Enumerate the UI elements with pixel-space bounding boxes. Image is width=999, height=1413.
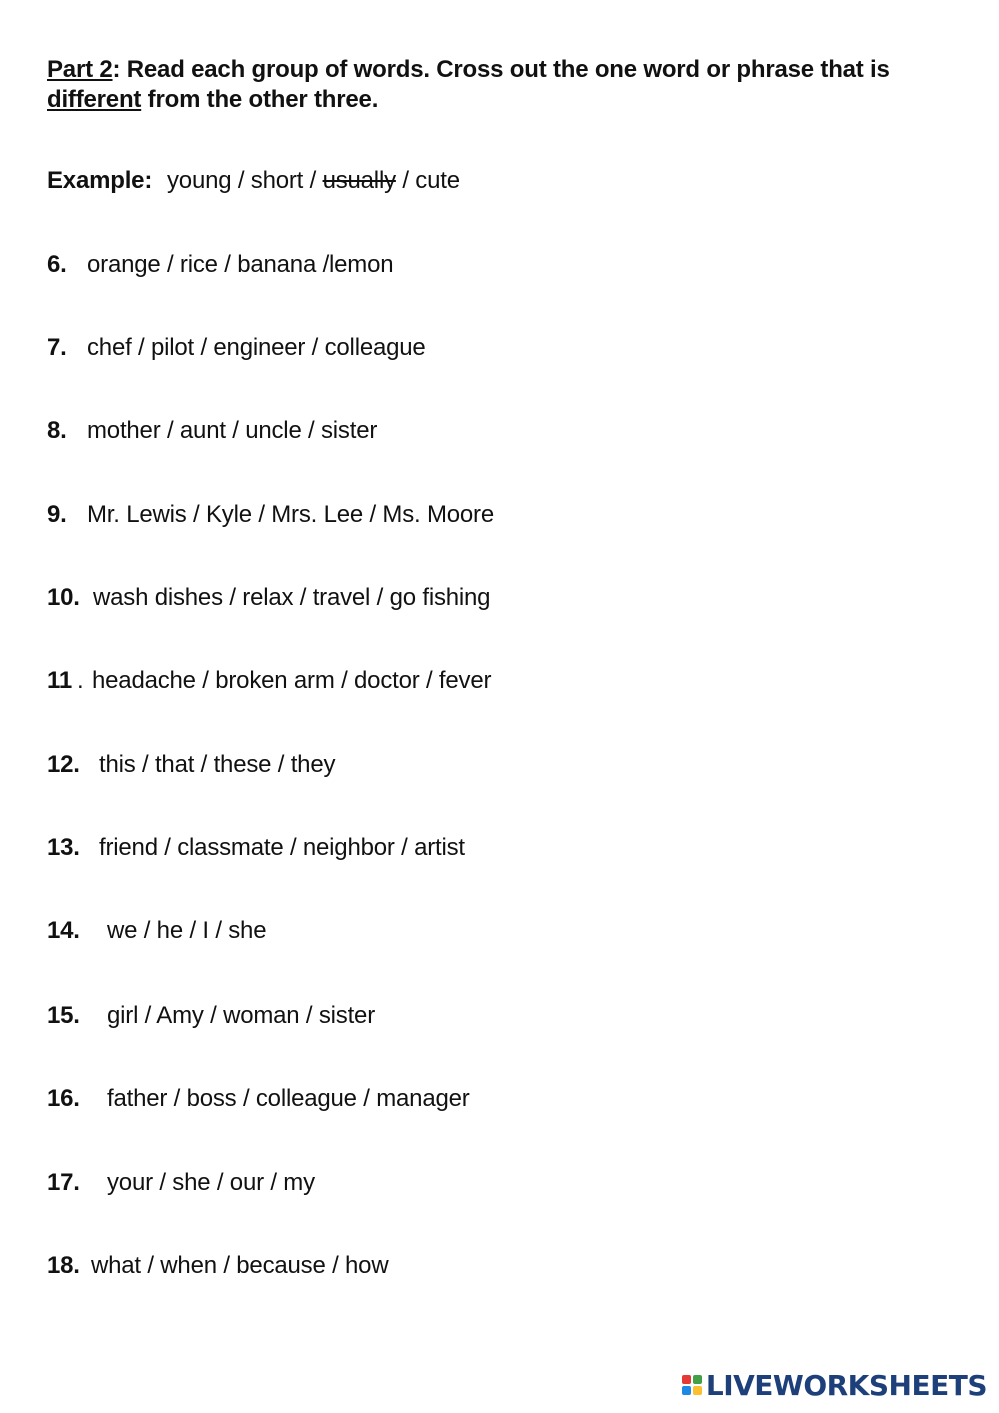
item-number: 13. (47, 834, 80, 861)
example-label: Example: (47, 167, 153, 194)
example-before: young / short / (167, 167, 323, 194)
instructions-different: different (47, 86, 142, 113)
list-item (47, 750, 335, 780)
item-number: 10. (47, 584, 80, 611)
list-item (47, 1001, 375, 1031)
example-row (47, 166, 460, 196)
logo-square-blue (682, 1386, 691, 1395)
list-item (47, 916, 266, 946)
item-words[interactable]: headache / broken arm / doctor / fever (92, 667, 492, 694)
list-item (47, 500, 494, 530)
liveworksheets-logo (682, 1369, 987, 1401)
item-words[interactable]: mother / aunt / uncle / sister (87, 417, 378, 444)
instructions-text: : Read each group of words. Cross out the one word or phrase that is (112, 56, 890, 83)
item-words[interactable]: girl / Amy / woman / sister (107, 1002, 375, 1029)
item-number: 6. (47, 251, 67, 278)
instructions (47, 55, 947, 115)
liveworksheets-logo-icon (682, 1375, 702, 1395)
logo-square-red (682, 1375, 691, 1384)
part-label: Part 2 (47, 56, 113, 83)
item-words[interactable]: wash dishes / relax / travel / go fishing (93, 584, 491, 611)
list-item (47, 666, 491, 696)
logo-text: LIVEWORKSHEETS (705, 1368, 987, 1402)
list-item (47, 250, 393, 280)
list-item (47, 583, 490, 613)
logo-square-green (693, 1375, 702, 1384)
list-item (47, 1251, 388, 1281)
list-item (47, 833, 465, 863)
list-item (47, 1084, 470, 1114)
item-number: 12. (47, 751, 80, 778)
list-item (47, 1168, 315, 1198)
item-words[interactable]: Mr. Lewis / Kyle / Mrs. Lee / Ms. Moore (87, 501, 494, 528)
item-number: 16. (47, 1085, 80, 1112)
item-words[interactable]: we / he / I / she (107, 917, 267, 944)
item-number: 8. (47, 417, 67, 444)
item-words[interactable]: chef / pilot / engineer / colleague (87, 334, 426, 361)
item-words[interactable]: your / she / our / my (107, 1169, 315, 1196)
item-number: 11 (47, 667, 72, 694)
example-after: / cute (395, 167, 460, 194)
item-words[interactable]: friend / classmate / neighbor / artist (99, 834, 465, 861)
item-number: 7. (47, 334, 67, 361)
item-number: 17. (47, 1169, 80, 1196)
logo-square-yellow (693, 1386, 702, 1395)
list-item (47, 416, 377, 446)
item-words[interactable]: this / that / these / they (99, 751, 336, 778)
instructions-tail: from the other three. (141, 86, 379, 113)
item-number: 18. (47, 1252, 80, 1279)
item-words[interactable]: what / when / because / how (91, 1252, 389, 1279)
list-item (47, 333, 426, 363)
item-number: 15. (47, 1002, 80, 1029)
example-struck-word: usually (322, 167, 396, 194)
item-number-dot: . (77, 667, 84, 694)
item-words[interactable]: orange / rice / banana /lemon (87, 251, 394, 278)
item-words[interactable]: father / boss / colleague / manager (107, 1085, 470, 1112)
item-number: 14. (47, 917, 80, 944)
item-number: 9. (47, 501, 67, 528)
example-words (167, 166, 460, 196)
